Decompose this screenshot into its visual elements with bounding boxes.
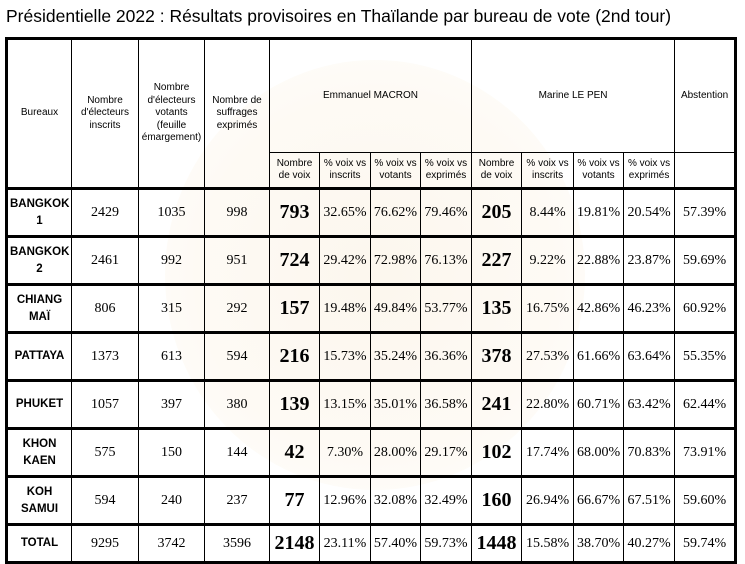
votants-cell: 1035 xyxy=(139,189,205,237)
inscrits-cell: 1373 xyxy=(72,333,139,381)
macron-pct-exprimes-cell: 29.17% xyxy=(421,429,472,477)
bureau-name: TOTAL xyxy=(7,525,72,563)
macron-voix-cell: 157 xyxy=(270,285,320,333)
votants-cell: 3742 xyxy=(139,525,205,563)
header-macron: Emmanuel MACRON xyxy=(270,39,472,153)
lepen-voix-cell: 135 xyxy=(472,285,522,333)
macron-pct-inscrits-cell: 15.73% xyxy=(320,333,371,381)
macron-voix-cell: 724 xyxy=(270,237,320,285)
exprimes-cell: 594 xyxy=(205,333,270,381)
lepen-pct-inscrits-cell: 26.94% xyxy=(522,477,574,525)
lepen-pct-votants-cell: 38.70% xyxy=(574,525,624,563)
macron-pct-inscrits-cell: 7.30% xyxy=(320,429,371,477)
inscrits-cell: 806 xyxy=(72,285,139,333)
lepen-pct-votants-cell: 22.88% xyxy=(574,237,624,285)
abstention-cell: 57.39% xyxy=(675,189,736,237)
lepen-pct-exprimes-cell: 67.51% xyxy=(624,477,675,525)
table-row xyxy=(7,429,736,477)
table-row xyxy=(7,525,736,563)
table-row xyxy=(7,237,736,285)
macron-pct-inscrits-cell: 19.48% xyxy=(320,285,371,333)
lepen-pct-exprimes-cell: 20.54% xyxy=(624,189,675,237)
subheader-lepen-exprimes: % voix vs exprimés xyxy=(624,153,675,189)
abstention-cell: 59.74% xyxy=(675,525,736,563)
macron-pct-exprimes-cell: 36.58% xyxy=(421,381,472,429)
header-bureaux: Bureaux xyxy=(7,39,72,189)
subheader-macron-votants: % voix vs votants xyxy=(371,153,421,189)
lepen-voix-cell: 378 xyxy=(472,333,522,381)
subheader-macron-voix: Nombre de voix xyxy=(270,153,320,189)
macron-pct-exprimes-cell: 32.49% xyxy=(421,477,472,525)
inscrits-cell: 9295 xyxy=(72,525,139,563)
inscrits-cell: 2429 xyxy=(72,189,139,237)
lepen-pct-inscrits-cell: 9.22% xyxy=(522,237,574,285)
votants-cell: 150 xyxy=(139,429,205,477)
abstention-cell: 62.44% xyxy=(675,381,736,429)
table-row xyxy=(7,381,736,429)
lepen-voix-cell: 227 xyxy=(472,237,522,285)
lepen-voix-cell: 160 xyxy=(472,477,522,525)
subheader-abstention-empty xyxy=(675,153,736,189)
lepen-pct-votants-cell: 66.67% xyxy=(574,477,624,525)
bureau-name: PATTAYA xyxy=(7,333,72,381)
macron-pct-votants-cell: 32.08% xyxy=(371,477,421,525)
exprimes-cell: 144 xyxy=(205,429,270,477)
lepen-pct-inscrits-cell: 8.44% xyxy=(522,189,574,237)
subheader-macron-exprimes: % voix vs exprimés xyxy=(421,153,472,189)
header-lepen: Marine LE PEN xyxy=(472,39,675,153)
votants-cell: 240 xyxy=(139,477,205,525)
lepen-pct-inscrits-cell: 17.74% xyxy=(522,429,574,477)
macron-voix-cell: 793 xyxy=(270,189,320,237)
macron-pct-votants-cell: 76.62% xyxy=(371,189,421,237)
votants-cell: 992 xyxy=(139,237,205,285)
table-row xyxy=(7,333,736,381)
table-body xyxy=(7,189,736,563)
lepen-pct-inscrits-cell: 27.53% xyxy=(522,333,574,381)
abstention-cell: 59.60% xyxy=(675,477,736,525)
lepen-pct-inscrits-cell: 22.80% xyxy=(522,381,574,429)
macron-voix-cell: 77 xyxy=(270,477,320,525)
macron-pct-votants-cell: 57.40% xyxy=(371,525,421,563)
inscrits-cell: 575 xyxy=(72,429,139,477)
lepen-pct-exprimes-cell: 63.64% xyxy=(624,333,675,381)
bureau-name: PHUKET xyxy=(7,381,72,429)
lepen-pct-inscrits-cell: 16.75% xyxy=(522,285,574,333)
exprimes-cell: 951 xyxy=(205,237,270,285)
bureau-name: KOH SAMUI xyxy=(7,477,72,525)
macron-pct-votants-cell: 49.84% xyxy=(371,285,421,333)
lepen-pct-votants-cell: 60.71% xyxy=(574,381,624,429)
exprimes-cell: 237 xyxy=(205,477,270,525)
macron-pct-inscrits-cell: 23.11% xyxy=(320,525,371,563)
macron-voix-cell: 42 xyxy=(270,429,320,477)
inscrits-cell: 2461 xyxy=(72,237,139,285)
header-votants: Nombre d'électeurs votants (feuille émargement) xyxy=(139,39,205,189)
results-table xyxy=(5,37,737,564)
header-exprimes: Nombre de suffrages exprimés xyxy=(205,39,270,189)
table-row xyxy=(7,189,736,237)
subheader-lepen-voix: Nombre de voix xyxy=(472,153,522,189)
macron-pct-inscrits-cell: 12.96% xyxy=(320,477,371,525)
inscrits-cell: 594 xyxy=(72,477,139,525)
subheader-lepen-votants: % voix vs votants xyxy=(574,153,624,189)
inscrits-cell: 1057 xyxy=(72,381,139,429)
subheader-macron-inscrits: % voix vs inscrits xyxy=(320,153,371,189)
macron-pct-inscrits-cell: 32.65% xyxy=(320,189,371,237)
macron-voix-cell: 139 xyxy=(270,381,320,429)
header-inscrits: Nombre d'électeurs inscrits xyxy=(72,39,139,189)
lepen-pct-exprimes-cell: 63.42% xyxy=(624,381,675,429)
lepen-pct-votants-cell: 19.81% xyxy=(574,189,624,237)
table-row xyxy=(7,477,736,525)
lepen-pct-votants-cell: 42.86% xyxy=(574,285,624,333)
lepen-pct-votants-cell: 61.66% xyxy=(574,333,624,381)
macron-pct-votants-cell: 28.00% xyxy=(371,429,421,477)
abstention-cell: 55.35% xyxy=(675,333,736,381)
lepen-voix-cell: 102 xyxy=(472,429,522,477)
macron-pct-exprimes-cell: 36.36% xyxy=(421,333,472,381)
bureau-name: BANGKOK 2 xyxy=(7,237,72,285)
macron-voix-cell: 216 xyxy=(270,333,320,381)
bureau-name: CHIANG MAÏ xyxy=(7,285,72,333)
table-row xyxy=(7,285,736,333)
lepen-voix-cell: 1448 xyxy=(472,525,522,563)
lepen-voix-cell: 205 xyxy=(472,189,522,237)
votants-cell: 315 xyxy=(139,285,205,333)
macron-pct-exprimes-cell: 79.46% xyxy=(421,189,472,237)
macron-pct-votants-cell: 35.24% xyxy=(371,333,421,381)
subheader-lepen-inscrits: % voix vs inscrits xyxy=(522,153,574,189)
abstention-cell: 73.91% xyxy=(675,429,736,477)
exprimes-cell: 380 xyxy=(205,381,270,429)
macron-voix-cell: 2148 xyxy=(270,525,320,563)
lepen-pct-votants-cell: 68.00% xyxy=(574,429,624,477)
macron-pct-exprimes-cell: 53.77% xyxy=(421,285,472,333)
abstention-cell: 59.69% xyxy=(675,237,736,285)
page-title: Présidentielle 2022 : Résultats provisoires en Thaïlande par bureau de vote (2nd tour) xyxy=(6,6,672,26)
header-abstention: Abstention xyxy=(675,39,736,153)
exprimes-cell: 998 xyxy=(205,189,270,237)
macron-pct-exprimes-cell: 76.13% xyxy=(421,237,472,285)
lepen-pct-exprimes-cell: 46.23% xyxy=(624,285,675,333)
macron-pct-votants-cell: 35.01% xyxy=(371,381,421,429)
macron-pct-exprimes-cell: 59.73% xyxy=(421,525,472,563)
votants-cell: 397 xyxy=(139,381,205,429)
bureau-name: KHON KAEN xyxy=(7,429,72,477)
lepen-pct-exprimes-cell: 23.87% xyxy=(624,237,675,285)
macron-pct-inscrits-cell: 29.42% xyxy=(320,237,371,285)
lepen-pct-inscrits-cell: 15.58% xyxy=(522,525,574,563)
abstention-cell: 60.92% xyxy=(675,285,736,333)
lepen-pct-exprimes-cell: 70.83% xyxy=(624,429,675,477)
lepen-voix-cell: 241 xyxy=(472,381,522,429)
bureau-name: BANGKOK 1 xyxy=(7,189,72,237)
macron-pct-inscrits-cell: 13.15% xyxy=(320,381,371,429)
macron-pct-votants-cell: 72.98% xyxy=(371,237,421,285)
votants-cell: 613 xyxy=(139,333,205,381)
exprimes-cell: 3596 xyxy=(205,525,270,563)
exprimes-cell: 292 xyxy=(205,285,270,333)
lepen-pct-exprimes-cell: 40.27% xyxy=(624,525,675,563)
